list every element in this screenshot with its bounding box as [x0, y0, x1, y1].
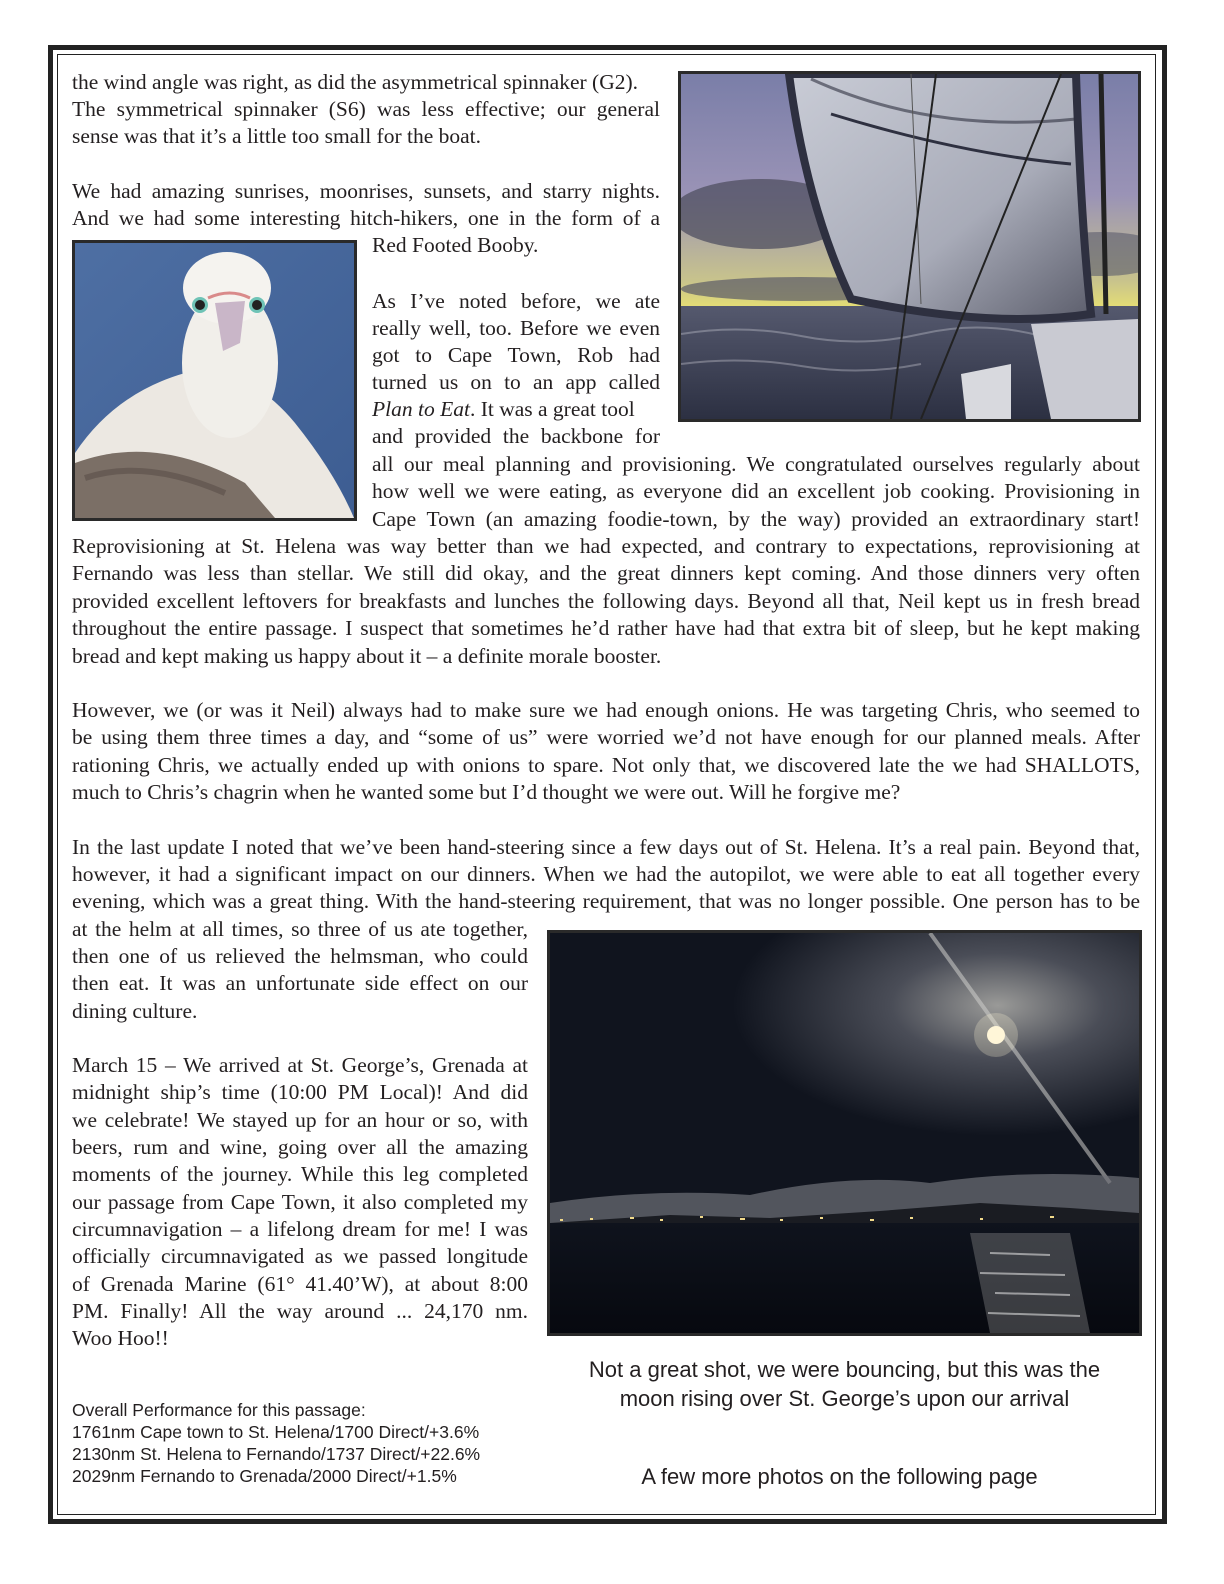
text-line — [372, 396, 660, 423]
moon-photo — [547, 930, 1142, 1336]
text-line: we celebrate! We stayed up for an hour or so, with — [72, 1108, 528, 1132]
text-line: really well, too. Before we even — [372, 316, 660, 340]
sail-photo-image — [681, 74, 1138, 419]
text-line: Reprovisioning at St. Helena was way better than we had expected, and contrary to expectations, reprovisioning at — [72, 534, 1140, 558]
text-line: We had amazing sunrises, moonrises, sunsets, and starry nights. — [72, 179, 660, 203]
text-line: evening, which was a great thing. With the hand-steering requirement, that was no longer possible. One person has to be — [72, 889, 1140, 913]
performance-leg: 2029nm Fernando to Grenada/2000 Direct/+1.5% — [72, 1466, 457, 1486]
app-name: Plan to Eat — [372, 397, 470, 421]
text-line: much to Chris’s chagrin when he wanted some but I’d thought we were out. Will he forgive me? — [72, 780, 901, 804]
text-line: how well we were eating, as everyone did an excellent job cooking. Provisioning in — [372, 479, 1140, 503]
text-line: In the last update I noted that we’ve been hand-steering since a few days out of St. Helena. It’s a real pain. Beyond that, — [72, 835, 1140, 859]
text-line: then one of us relieved the helmsman, who could — [72, 944, 528, 968]
text-line: Fernando was less than stellar. We still did okay, and the great dinners kept coming. And those dinners very often — [72, 561, 1140, 585]
text-line: Woo Hoo!! — [72, 1326, 169, 1350]
text-line: rationing Chris, we actually ended up with onions to spare. Not only that, we discovered late the we had SHALLOTS, — [72, 753, 1140, 777]
performance-heading: Overall Performance for this passage: — [72, 1400, 366, 1420]
text-line: of Grenada Marine (61° 41.40’W), at about 8:00 — [72, 1272, 528, 1296]
text-line: the wind angle was right, as did the asymmetrical spinnaker (G2). — [72, 70, 639, 94]
performance-summary — [72, 1399, 480, 1487]
text-line: The symmetrical spinnaker (S6) was less effective; our general — [72, 97, 660, 121]
sail-photo — [678, 71, 1141, 422]
text-line: sense was that it’s a little too small for the boat. — [72, 124, 482, 148]
text-line: however, it had a significant impact on our dinners. When we had the autopilot, we were able to eat all together every — [72, 862, 1140, 886]
text-line: beers, rum and wine, going over all the amazing — [72, 1135, 528, 1159]
text-line: at the helm at all times, so three of us ate together, — [72, 917, 528, 941]
moon-photo-caption — [547, 1355, 1142, 1413]
text-line: midnight ship’s time (10:00 PM Local)! And did — [72, 1080, 528, 1104]
bird-photo — [72, 240, 357, 521]
moon-photo-image — [550, 933, 1139, 1333]
text-line: throughout the entire passage. I suspect that sometimes he’d rather have had that extra bit of sleep, but he kept making — [72, 616, 1140, 640]
text-line: And we had some interesting hitch-hikers, one in the form of a — [72, 206, 660, 230]
text-line: got to Cape Town, Rob had — [372, 343, 660, 367]
caption-line: moon rising over St. George’s upon our arrival — [619, 1386, 1070, 1411]
text-line: dining culture. — [72, 999, 198, 1023]
text-line: As I’ve noted before, we ate — [372, 289, 660, 313]
bird-photo-image — [75, 243, 354, 518]
text-line: officially circumnavigated as we passed longitude — [72, 1244, 528, 1268]
performance-leg: 1761nm Cape town to St. Helena/1700 Direct/+3.6% — [72, 1422, 480, 1442]
caption-line: Not a great shot, we were bouncing, but this was the — [588, 1357, 1101, 1382]
text-line: Cape Town (an amazing foodie-town, by the way) provided an extraordinary start! — [372, 507, 1140, 531]
performance-leg: 2130nm St. Helena to Fernando/1737 Direct/+22.6% — [72, 1444, 481, 1464]
text-line: PM. Finally! All the way around ... 24,170 nm. — [72, 1299, 528, 1323]
text-line: March 15 – We arrived at St. George’s, Grenada at — [72, 1053, 528, 1077]
text-line: then eat. It was an unfortunate side effect on our — [72, 971, 528, 995]
text-line: moments of the journey. While this leg completed — [72, 1162, 528, 1186]
text-line: provided excellent leftovers for breakfasts and lunches the following days. Beyond all that, Neil kept us in fresh bread — [72, 589, 1140, 613]
text-line: However, we (or was it Neil) always had to make sure we had enough onions. He was targeting Chris, who seemed to — [72, 698, 1140, 722]
text-line: our passage from Cape Town, it also completed my — [72, 1190, 528, 1214]
text-line: turned us on to an app called — [372, 370, 660, 394]
text-line: all our meal planning and provisioning. We congratulated ourselves regularly about — [372, 452, 1140, 476]
text-line: bread and kept making us happy about it – a definite morale booster. — [72, 644, 662, 668]
text-line: be using them three times a day, and “some of us” were worried we’d not have enough for our planned meals. After — [72, 725, 1140, 749]
more-photos-note: A few more photos on the following page — [641, 1464, 1038, 1489]
text-line: circumnavigation – a lifelong dream for me! I was — [72, 1217, 528, 1241]
text-fragment: . It was a great tool — [469, 397, 635, 421]
text-line: Red Footed Booby. — [372, 233, 539, 257]
text-line: and provided the backbone for — [372, 424, 660, 448]
